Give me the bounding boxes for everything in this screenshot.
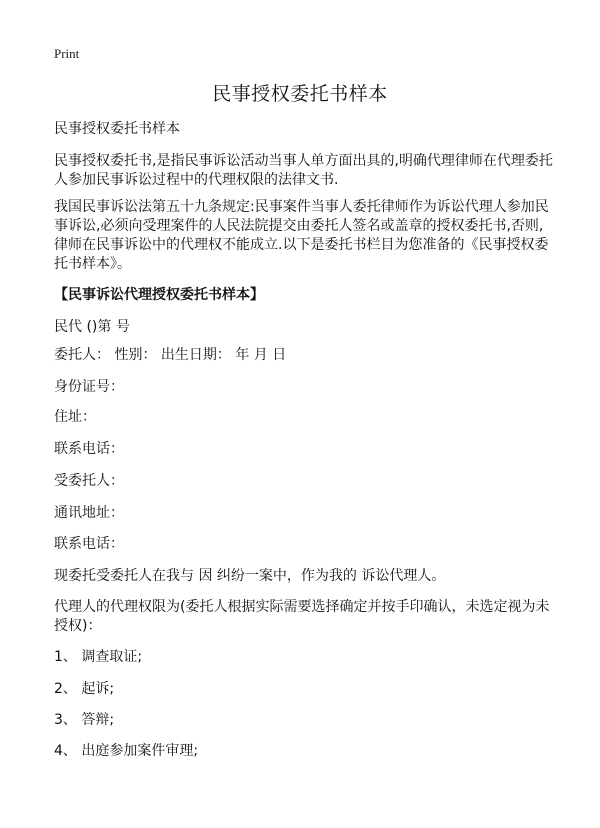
authority-scope-text: 代理人的代理权限为(委托人根据实际需要选择确定并按手印确认，未选定视为未授权)：	[54, 599, 550, 634]
mail-address-label: 通讯地址：	[54, 505, 124, 521]
document-subtitle: 民事授权委托书样本	[54, 121, 180, 137]
list-item: 4、 出庭参加案件审理;	[54, 743, 199, 759]
agent-label: 受委托人：	[54, 473, 124, 489]
print-link[interactable]: Print	[54, 46, 80, 61]
case-number: 民代 ()第 号	[54, 319, 130, 335]
phone-label-client: 联系电话：	[54, 441, 124, 457]
address-label: 住址：	[54, 409, 96, 425]
list-item: 2、 起诉;	[54, 681, 115, 697]
section-heading: 【民事诉讼代理授权委托书样本】	[54, 287, 264, 303]
id-number-label: 身份证号：	[54, 379, 124, 395]
law-paragraph: 我国民事诉讼法第五十九条规定:民事案件当事人委托律师作为诉讼代理人参加民事诉讼,必须向受理案件的人民法院提交由委托人签名或盖章的授权委托书,否则,律师在民事诉讼中的代理权不能成立.以下是委托书栏目为您准备的《民事授权委托书样本》。	[54, 199, 549, 272]
intro-paragraph: 民事授权委托书,是指民事诉讼活动当事人单方面出具的,明确代理律师在代理委托人参加民事诉讼过程中的代理权限的法律文书.	[54, 153, 553, 188]
list-item: 1、 调查取证;	[54, 649, 143, 665]
phone-label-agent: 联系电话：	[54, 536, 124, 552]
page-title: 民事授权委托书样本	[212, 83, 388, 105]
client-line: 委托人： 性别： 出生日期： 年 月 日	[54, 347, 287, 363]
list-item: 3、 答辩;	[54, 712, 115, 728]
entrust-statement: 现委托受委托人在我与 因 纠纷一案中，作为我的 诉讼代理人。	[54, 568, 446, 584]
